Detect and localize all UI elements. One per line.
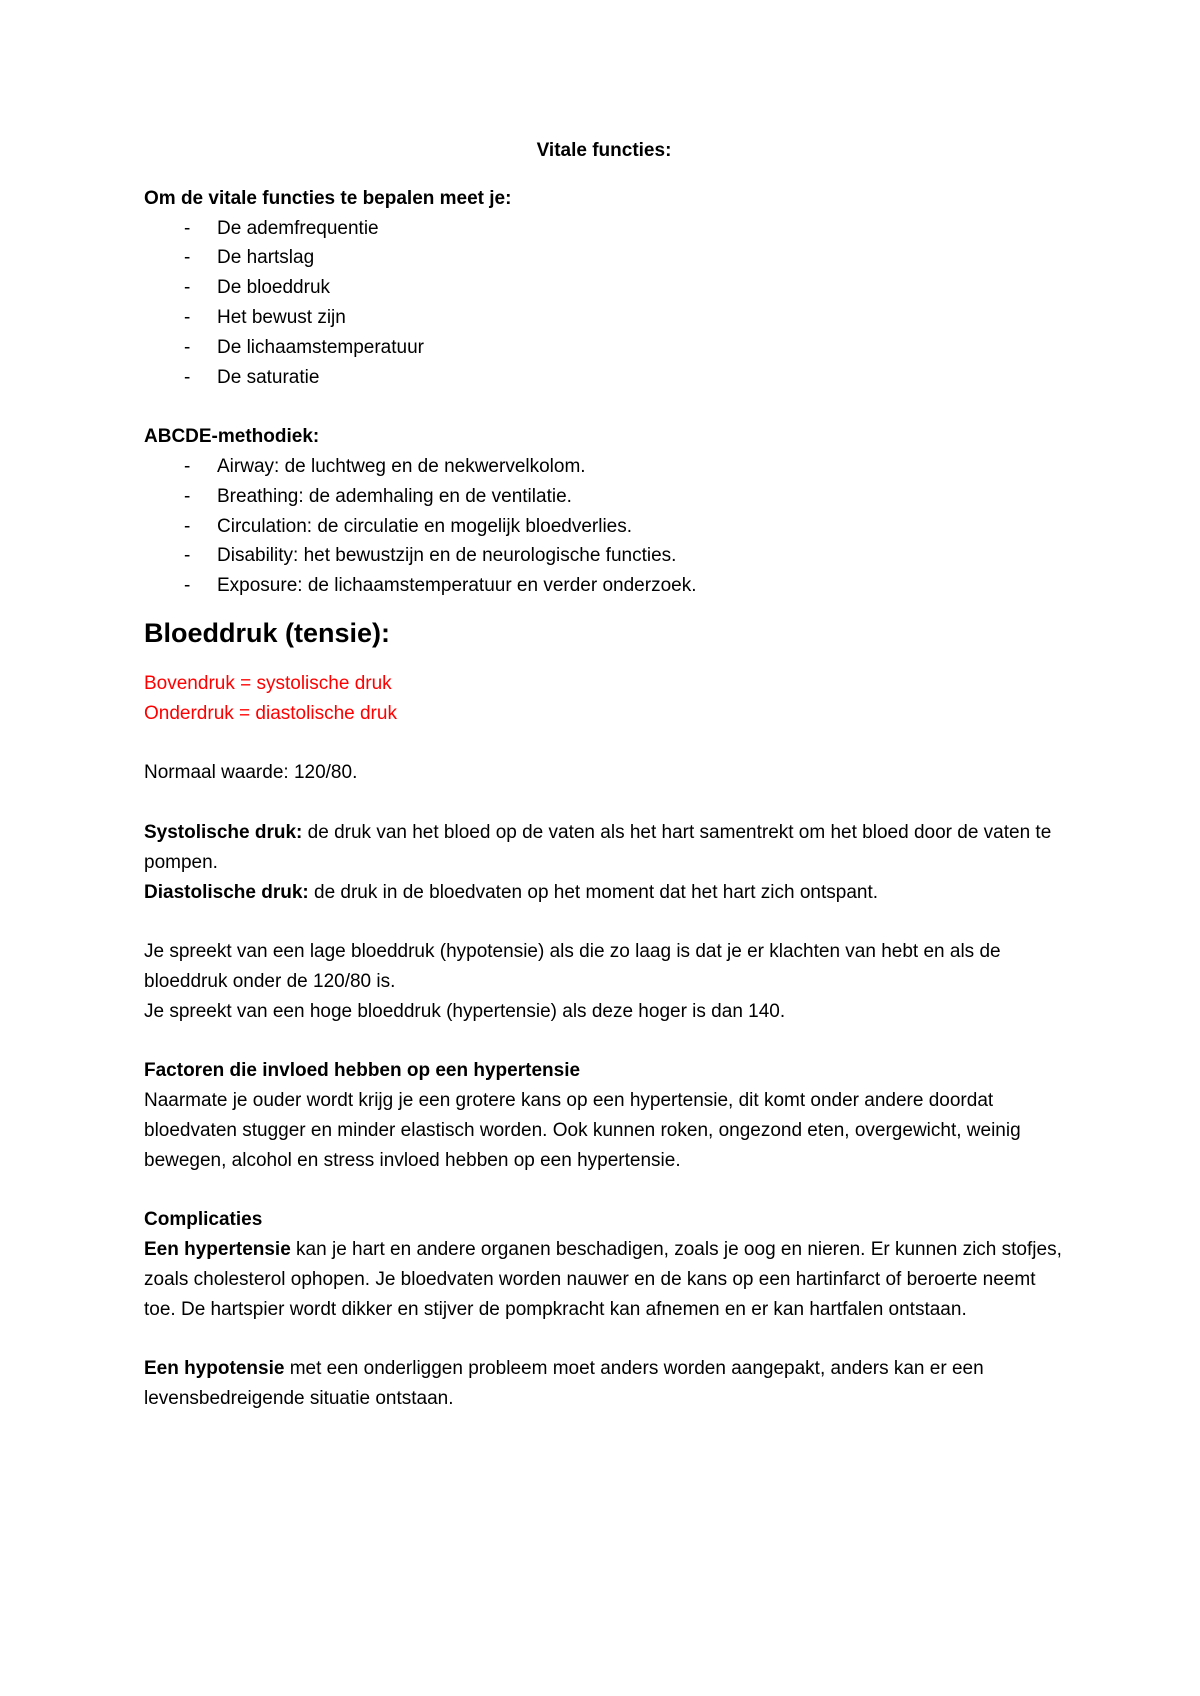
spacer [144, 907, 1064, 937]
factoren-heading: Factoren die invloed hebben op een hypertensie [144, 1060, 581, 1082]
abcde-list [144, 452, 1064, 601]
list-item-text: De bloeddruk [217, 277, 331, 299]
list-dash: - [184, 485, 191, 507]
hypertensie-label: Een hypertensie [144, 1239, 291, 1261]
list-dash: - [184, 366, 191, 388]
list-dash: - [184, 277, 191, 299]
spacer [144, 1324, 1064, 1354]
list-item-text: Disability: het bewustzijn en de neurologische functies. [217, 545, 677, 567]
vitale-functies-heading: Om de vitale functies te bepalen meet je: [144, 187, 512, 209]
list-dash: - [184, 336, 191, 358]
diastolisch-text: de druk in de bloedvaten op het moment dat het hart zich ontspant. [308, 881, 879, 903]
list-item-text: De saturatie [217, 366, 320, 388]
list-item [144, 243, 1064, 273]
complicaties-text-2: met een onderliggen probleem moet anders worden aangepakt, anders kan er een levensbedreigende situatie ontstaan. [144, 1358, 984, 1410]
list-item [144, 512, 1064, 542]
hypertensie-paragraph: Je spreekt van een hoge bloeddruk (hypertensie) als deze hoger is dan 140. [144, 1000, 786, 1022]
list-item [144, 541, 1064, 571]
normaal-waarde: Normaal waarde: 120/80. [144, 762, 358, 784]
bloeddruk-heading: Bloeddruk (tensie): [144, 617, 391, 648]
vitale-functies-list [144, 214, 1064, 393]
list-item-text: Het bewust zijn [217, 306, 346, 328]
spacer [144, 788, 1064, 818]
complicaties-heading: Complicaties [144, 1209, 263, 1231]
list-item [144, 333, 1064, 363]
onderdruk-line: Onderdruk = diastolische druk [144, 702, 397, 724]
hypotensie-label: Een hypotensie [144, 1358, 285, 1380]
list-dash: - [184, 455, 191, 477]
list-item [144, 303, 1064, 333]
list-dash: - [184, 306, 191, 328]
list-item-text: Airway: de luchtweg en de nekwervelkolom. [217, 455, 586, 477]
list-item-text: De hartslag [217, 247, 315, 269]
list-dash: - [184, 217, 191, 239]
page-title: Vitale functies: [536, 140, 672, 161]
list-dash: - [184, 515, 191, 537]
list-item-text: De ademfrequentie [217, 217, 379, 239]
systolisch-text: de druk van het bloed op de vaten als het hart samentrekt om het bloed door de vaten te pompen. [144, 821, 1052, 873]
systolisch-paragraph [144, 818, 1064, 878]
list-item-text: Circulation: de circulatie en mogelijk bloedverlies. [217, 515, 633, 537]
spacer [144, 392, 1064, 422]
list-item [144, 571, 1064, 601]
list-item [144, 363, 1064, 393]
systolisch-label: Systolische druk: [144, 821, 303, 843]
list-dash: - [184, 247, 191, 269]
spacer [144, 729, 1064, 759]
spacer [144, 1027, 1064, 1057]
list-item [144, 452, 1064, 482]
list-dash: - [184, 545, 191, 567]
list-item [144, 273, 1064, 303]
complicaties-text-1: kan je hart en andere organen beschadigen, zoals je oog en nieren. Er kunnen zich stofjes, zoals cholesterol ophopen. Je bloedvaten worden nauwer en de kans op een hartinfarct of beroerte neemt toe. De hartspier wordt dikker en stijver de pompkracht kan afnemen en er kan hartfalen ontstaan. [144, 1239, 1062, 1320]
list-dash: - [184, 575, 191, 597]
list-item-text: Exposure: de lichaamstemperatuur en verder onderzoek. [217, 575, 697, 597]
list-item-text: De lichaamstemperatuur [217, 336, 424, 358]
hypotensie-paragraph: Je spreekt van een lage bloeddruk (hypotensie) als die zo laag is dat je er klachten van hebt en als de bloeddruk onder de 120/80 is. [144, 941, 1001, 992]
complicaties-paragraph-1 [144, 1235, 1064, 1324]
document-content [144, 136, 1064, 1414]
bovendruk-line: Bovendruk = systolische druk [144, 672, 392, 694]
complicaties-paragraph-2 [144, 1354, 1064, 1414]
diastolisch-paragraph [144, 878, 1064, 908]
list-item [144, 214, 1064, 244]
diastolisch-label: Diastolische druk: [144, 881, 309, 903]
list-item [144, 482, 1064, 512]
list-item-text: Breathing: de ademhaling en de ventilatie. [217, 485, 572, 507]
factoren-paragraph: Naarmate je ouder wordt krijg je een grotere kans op een hypertensie, dit komt onder andere doordat bloedvaten stugger en minder elastisch worden. Ook kunnen roken, ongezond eten, overgewicht, weinig bewegen, alcohol en stress invloed hebben op een hypertensie. [144, 1090, 1021, 1171]
abcde-heading: ABCDE-methodiek: [144, 426, 320, 448]
spacer [144, 1176, 1064, 1206]
